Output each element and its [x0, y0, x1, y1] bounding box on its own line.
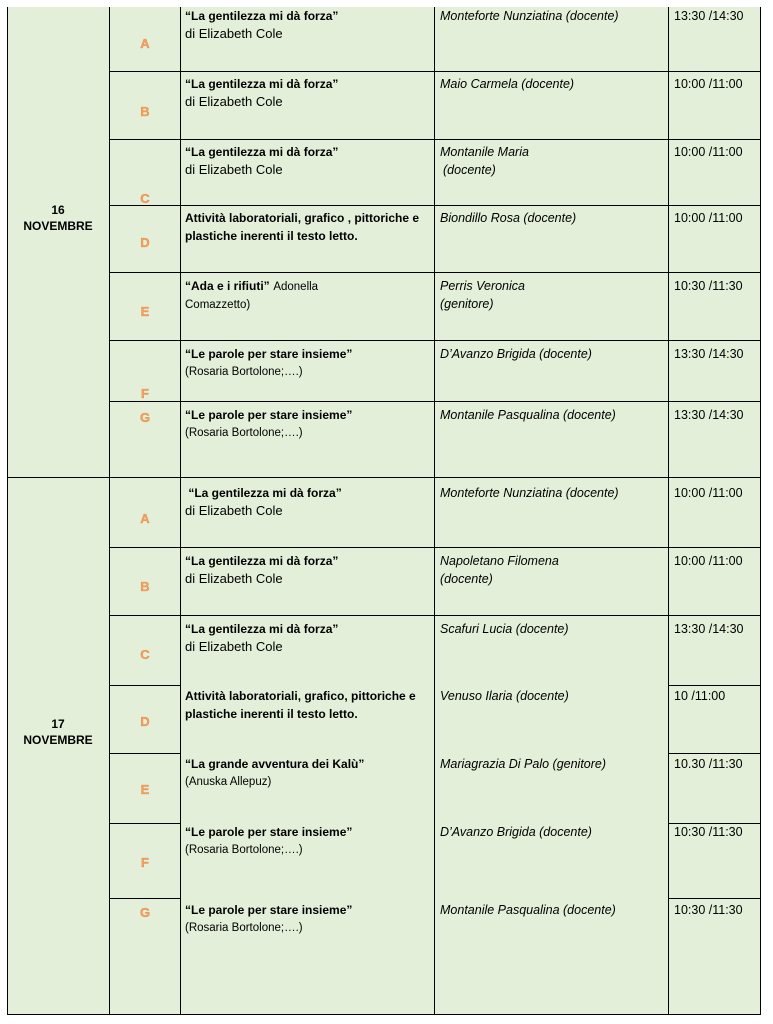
presenter-role: (docente)	[440, 572, 493, 586]
row-divider	[109, 340, 761, 341]
activity-cell	[185, 7, 440, 43]
activity-author: (Rosaria Bortolone;….)	[185, 844, 303, 856]
row-divider	[109, 615, 761, 616]
presenter: Biondillo Rosa (docente)	[440, 211, 577, 225]
presenter: D’Avanzo Brigida (docente)	[440, 825, 592, 839]
presenter: D’Avanzo Brigida (docente)	[440, 347, 592, 361]
presenter: Monteforte Nunziatina (docente)	[440, 486, 619, 500]
activity-cell	[185, 143, 440, 179]
group-letter: A	[140, 511, 150, 526]
time-slot: 13:30 /14:30	[674, 347, 744, 361]
activity-author: (Rosaria Bortolone;….)	[185, 366, 303, 378]
time-slot: 10.30 /11:30	[674, 757, 743, 771]
presenter-name: Napoletano Filomena	[440, 554, 559, 568]
group-letter: G	[139, 905, 151, 920]
day-number: 17	[51, 717, 65, 731]
presenter-role: (genitore)	[440, 297, 494, 311]
activity-cell	[185, 901, 440, 937]
day-label	[7, 716, 109, 748]
time-slot: 10:30 /11:30	[674, 825, 743, 839]
activity-author: di Elizabeth Cole	[185, 162, 283, 177]
activity-title: “La gentilezza mi dà forza”	[185, 9, 339, 23]
presenter: Mariagrazia Di Palo (genitore)	[440, 757, 607, 771]
activity-cell	[185, 406, 440, 442]
activity-author: Comazzetto)	[185, 299, 251, 311]
group-letter: D	[140, 235, 150, 250]
activity-title-line2: plastiche inerenti il testo letto.	[185, 229, 358, 243]
activity-cell	[185, 277, 440, 314]
presenter: Scafuri Lucia (docente)	[440, 622, 569, 636]
row-divider	[109, 685, 181, 686]
border-bottom	[7, 1014, 761, 1015]
group-letter: C	[140, 191, 150, 206]
time-slot: 10 /11:00	[674, 689, 726, 703]
time-slot: 10:00 /11:00	[674, 554, 743, 568]
activity-cell	[185, 552, 440, 588]
activity-author: (Rosaria Bortolone;….)	[185, 427, 303, 439]
border-left	[7, 7, 8, 1015]
row-divider	[109, 139, 761, 140]
group-letter: B	[140, 579, 150, 594]
presenter-name: Montanile Maria	[440, 145, 529, 159]
activity-title: “Le parole per stare insieme”	[185, 347, 353, 361]
day-divider	[7, 477, 761, 478]
presenter: Venuso Ilaria (docente)	[440, 689, 569, 703]
activity-title: “Ada e i rifiuti”	[185, 279, 270, 293]
row-divider	[109, 823, 181, 824]
row-divider	[109, 71, 761, 72]
group-letter: A	[140, 36, 150, 51]
schedule-table	[7, 7, 761, 1015]
day-month: NOVEMBRE	[23, 733, 93, 747]
border-who-col	[668, 7, 669, 1015]
presenter-name: Perris Veronica	[440, 279, 525, 293]
row-divider	[109, 272, 761, 273]
presenter: Maio Carmela (docente)	[440, 77, 575, 91]
time-slot: 10:30 /11:30	[674, 903, 743, 917]
group-letter: F	[141, 386, 149, 401]
group-letter: E	[140, 304, 150, 319]
activity-title-line2: plastiche inerenti il testo letto.	[185, 707, 358, 721]
activity-title: “Le parole per stare insieme”	[185, 825, 353, 839]
day-number: 16	[51, 203, 65, 217]
row-divider	[109, 547, 761, 548]
activity-cell	[185, 75, 440, 111]
presenter	[440, 277, 668, 313]
group-letter: G	[139, 410, 151, 425]
group-letter: E	[140, 782, 150, 797]
activity-author: (Anuska Allepuz)	[185, 776, 272, 788]
activity-author: di Elizabeth Cole	[185, 94, 283, 109]
activity-title: “La grande avventura dei Kalù”	[185, 757, 365, 771]
activity-cell	[185, 755, 440, 791]
activity-title: “La gentilezza mi dà forza”	[185, 145, 339, 159]
activity-title: “Le parole per stare insieme”	[185, 903, 353, 917]
time-slot: 10:00 /11:00	[674, 211, 743, 225]
group-letter: B	[140, 104, 150, 119]
presenter: Montanile Pasqualina (docente)	[440, 903, 616, 917]
time-slot: 10:00 /11:00	[674, 145, 743, 159]
day-month: NOVEMBRE	[23, 219, 93, 233]
row-divider	[109, 753, 181, 754]
activity-author-part1: Adonella	[273, 281, 319, 293]
group-letter: D	[140, 714, 150, 729]
activity-author: (Rosaria Bortolone;….)	[185, 922, 303, 934]
activity-cell	[185, 687, 440, 723]
presenter: Montanile Pasqualina (docente)	[440, 408, 616, 422]
time-slot: 13:30 /14:30	[674, 408, 744, 422]
border-letter-col	[180, 7, 181, 1015]
activity-title: “La gentilezza mi dà forza”	[185, 622, 339, 636]
time-slot: 13:30 /14:30	[674, 622, 744, 636]
row-divider	[109, 401, 761, 402]
group-letter: C	[140, 647, 150, 662]
activity-author: di Elizabeth Cole	[185, 571, 283, 586]
time-slot: 10:00 /11:00	[674, 77, 743, 91]
presenter	[440, 552, 668, 588]
time-slot: 10:00 /11:00	[674, 486, 743, 500]
presenter: Monteforte Nunziatina (docente)	[440, 9, 619, 23]
activity-title: “La gentilezza mi dà forza”	[185, 486, 342, 500]
activity-title: Attività laboratoriali, grafico , pittoriche e	[185, 211, 420, 225]
activity-cell	[185, 620, 440, 656]
activity-author: di Elizabeth Cole	[185, 503, 283, 518]
group-letter: F	[141, 855, 149, 870]
activity-title: “La gentilezza mi dà forza”	[185, 77, 339, 91]
activity-cell	[185, 209, 440, 245]
activity-title: Attività laboratoriali, grafico, pittoriche e	[185, 689, 416, 703]
row-divider	[109, 898, 181, 899]
activity-author: di Elizabeth Cole	[185, 639, 283, 654]
activity-cell	[185, 823, 440, 859]
activity-cell	[185, 345, 440, 381]
activity-cell	[185, 484, 440, 520]
presenter-role: (docente)	[443, 163, 496, 177]
activity-title: “Le parole per stare insieme”	[185, 408, 353, 422]
day-label	[7, 202, 109, 234]
row-divider	[668, 898, 761, 899]
time-slot: 10:30 /11:30	[674, 279, 743, 293]
presenter	[440, 143, 668, 179]
row-divider	[109, 205, 761, 206]
row-divider	[668, 685, 761, 686]
row-divider	[668, 753, 761, 754]
activity-title: “La gentilezza mi dà forza”	[185, 554, 339, 568]
time-slot: 13:30 /14:30	[674, 9, 744, 23]
border-right	[760, 7, 761, 1015]
activity-author: di Elizabeth Cole	[185, 26, 283, 41]
